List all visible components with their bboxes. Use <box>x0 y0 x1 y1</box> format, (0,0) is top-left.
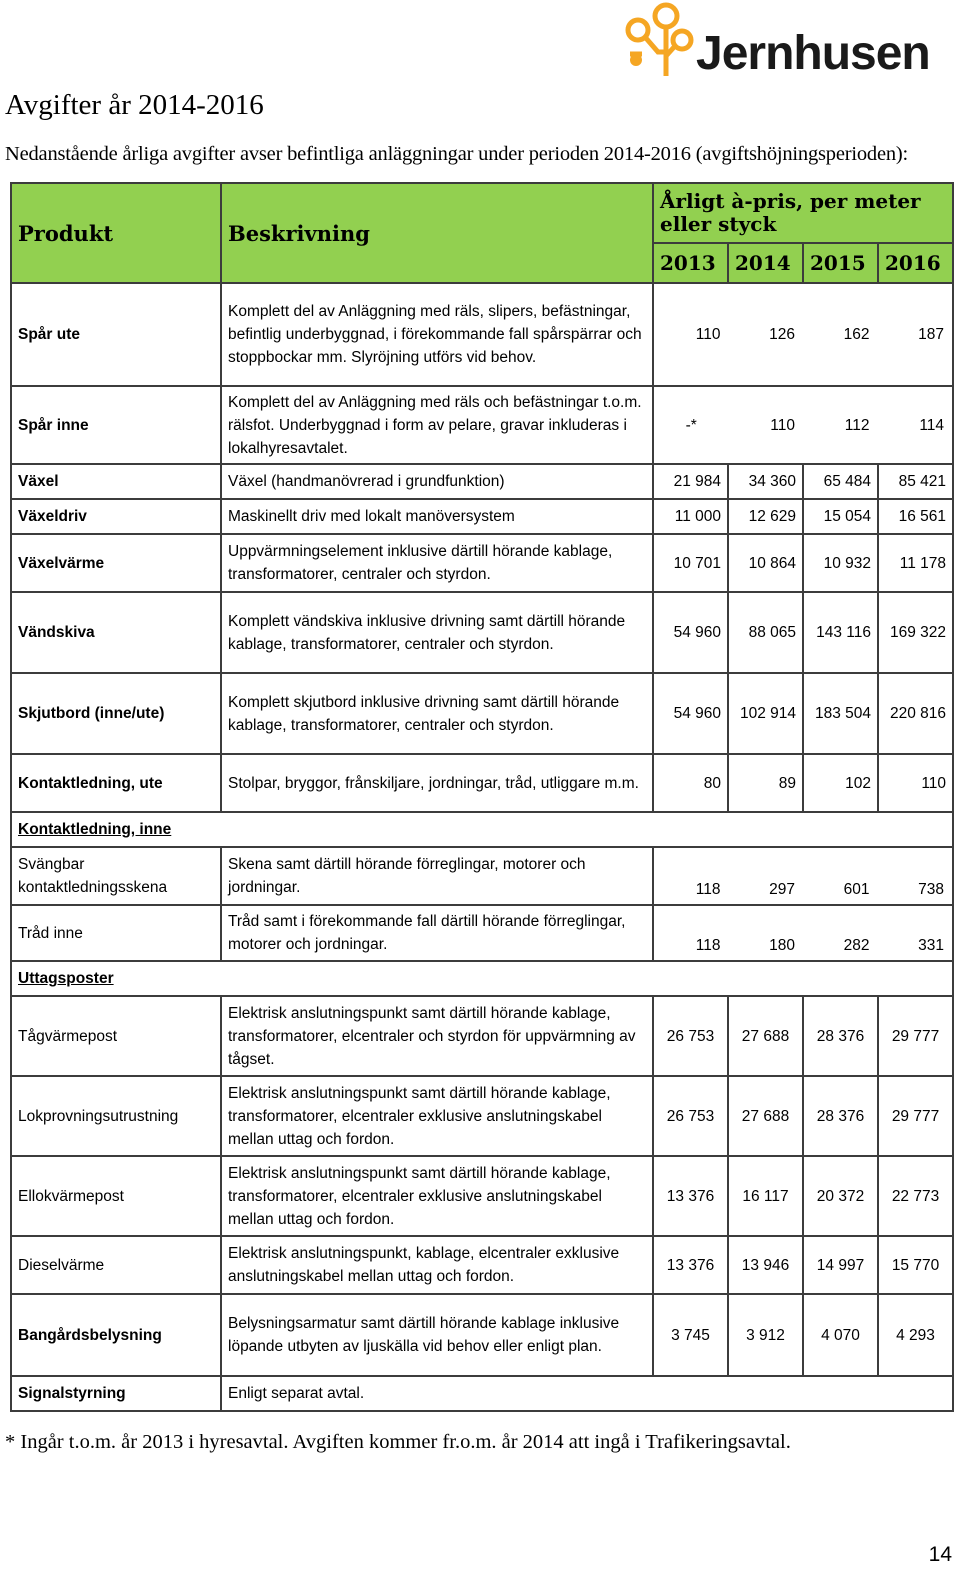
row-product: Spår inne <box>11 386 221 464</box>
row-value: 27 688 <box>728 1076 803 1156</box>
row-product: Lokprovningsutrustning <box>11 1076 221 1156</box>
row-value: 4 070 <box>803 1294 878 1376</box>
row-description: Komplett del av Anläggning med räls och befästningar t.o.m. rälsfot. Underbyggnad i form av pelare, gravar inkluderas i lokalhyresavtalet. <box>221 386 653 464</box>
section-row <box>11 961 953 996</box>
row-value: 4 293 <box>878 1294 953 1376</box>
row-product: Växelvärme <box>11 534 221 592</box>
row-value: 54 960 <box>653 592 728 673</box>
row-value: 162 <box>843 326 870 343</box>
row-value: 297 <box>769 880 795 898</box>
row-description: Komplett vändskiva inklusive drivning samt därtill hörande kablage, transformatorer, centraler och styrdon. <box>221 592 653 673</box>
row-product: Signalstyrning <box>11 1376 221 1411</box>
row-value: 89 <box>728 754 803 812</box>
row-value: 331 <box>918 936 945 954</box>
row-value: 88 065 <box>728 592 803 673</box>
row-description: Skena samt därtill hörande förreglingar, motorer och jordningar. <box>221 847 653 905</box>
row-product: Bangårdsbelysning <box>11 1294 221 1376</box>
row-value: -* <box>685 416 697 434</box>
logo-wordmark: Jernhusen <box>696 27 930 80</box>
row-description: Uppvärmningselement inklusive därtill hörande kablage, transformatorer, centraler och styrdon. <box>221 534 653 592</box>
row-value: 112 <box>844 416 870 434</box>
row-description: Belysningsarmatur samt därtill hörande kablage inklusive löpande utbyten av ljuskälla vid behov eller enligt plan. <box>221 1294 653 1376</box>
table-row <box>11 464 953 499</box>
table-row <box>11 1156 953 1236</box>
row-value: 29 777 <box>878 996 953 1076</box>
row-value: 110 <box>770 416 795 434</box>
row-value: 180 <box>769 936 795 954</box>
row-value: 28 376 <box>803 996 878 1076</box>
row-value: 187 <box>918 326 945 343</box>
row-value: 54 960 <box>653 673 728 754</box>
section-row <box>11 812 953 847</box>
row-value: 601 <box>843 880 870 898</box>
row-description: Komplett skjutbord inklusive drivning samt därtill hörande kablage, transformatorer, centraler och styrdon. <box>221 673 653 754</box>
table-row <box>11 386 953 464</box>
row-value: 20 372 <box>803 1156 878 1236</box>
row-value: 26 753 <box>653 1076 728 1156</box>
table-row <box>11 1076 953 1156</box>
row-value: 10 864 <box>728 534 803 592</box>
table-row <box>11 847 953 905</box>
row-value: 16 561 <box>878 499 953 534</box>
row-value: 26 753 <box>653 996 728 1076</box>
row-value: 65 484 <box>803 464 878 499</box>
row-value: 27 688 <box>728 996 803 1076</box>
logo-mark-icon <box>622 0 702 84</box>
header-annual-price: Årligt à-pris, per meter eller styck <box>653 183 953 243</box>
footnote: * Ingår t.o.m. år 2013 i hyresavtal. Avgiften kommer fr.o.m. år 2014 att ingå i Trafikeringsavtal. <box>5 1431 791 1453</box>
table-row <box>11 1294 953 1376</box>
row-product: Tråd inne <box>11 905 221 961</box>
row-product: Växeldriv <box>11 499 221 534</box>
row-value: 102 <box>803 754 878 812</box>
row-value: 21 984 <box>653 464 728 499</box>
row-description: Tråd samt i förekommande fall därtill hörande förreglingar, motorer och jordningar. <box>221 905 653 961</box>
row-description: Elektrisk anslutningspunkt samt därtill hörande kablage, transformatorer, elcentraler exklusive anslutningskabel mellan uttag och fordon. <box>221 1156 653 1236</box>
row-value: 15 770 <box>878 1236 953 1294</box>
header-year-2016: 2016 <box>878 243 953 283</box>
row-value: 28 376 <box>803 1076 878 1156</box>
row-product: Skjutbord (inne/ute) <box>11 673 221 754</box>
row-value: 10 701 <box>653 534 728 592</box>
row-value: 110 <box>878 754 953 812</box>
page-number: 14 <box>928 1543 952 1566</box>
table-row <box>11 499 953 534</box>
row-value: 118 <box>695 936 721 954</box>
table-row <box>11 754 953 812</box>
row-value: 14 997 <box>803 1236 878 1294</box>
header-year-2015: 2015 <box>803 243 878 283</box>
row-description: Enligt separat avtal. <box>221 1376 653 1411</box>
row-product: Svängbar kontaktledningsskena <box>11 847 221 905</box>
row-product: Växel <box>11 464 221 499</box>
row-value: 15 054 <box>803 499 878 534</box>
row-description: Maskinellt driv med lokalt manöversystem <box>221 499 653 534</box>
row-value: 29 777 <box>878 1076 953 1156</box>
fee-table <box>10 182 954 1412</box>
row-value: 282 <box>843 936 870 954</box>
row-value: 13 376 <box>653 1236 728 1294</box>
table-row <box>11 996 953 1076</box>
row-product: Ellokvärmepost <box>11 1156 221 1236</box>
row-value: 183 504 <box>803 673 878 754</box>
row-value: 126 <box>769 326 795 343</box>
table-row <box>11 1376 953 1411</box>
row-value: 143 116 <box>803 592 878 673</box>
row-value: 114 <box>919 416 945 434</box>
section-heading-uttagsposter: Uttagsposter <box>11 961 221 996</box>
row-description: Stolpar, bryggor, frånskiljare, jordningar, tråd, utliggare m.m. <box>221 754 653 812</box>
row-value: 169 322 <box>878 592 953 673</box>
row-product: Dieselvärme <box>11 1236 221 1294</box>
jernhusen-logo <box>622 0 958 84</box>
table-row <box>11 534 953 592</box>
row-value: 110 <box>695 326 721 343</box>
row-product: Tågvärmepost <box>11 996 221 1076</box>
row-value: 3 745 <box>653 1294 728 1376</box>
row-value: 11 178 <box>878 534 953 592</box>
row-value: 118 <box>695 880 721 898</box>
row-value: 10 932 <box>803 534 878 592</box>
table-row <box>11 673 953 754</box>
row-value: 102 914 <box>728 673 803 754</box>
row-product: Spår ute <box>11 283 221 386</box>
row-description: Elektrisk anslutningspunkt, kablage, elcentraler exklusive anslutningskabel mellan uttag och fordon. <box>221 1236 653 1294</box>
header-year-2014: 2014 <box>728 243 803 283</box>
row-value: 3 912 <box>728 1294 803 1376</box>
row-value: 13 376 <box>653 1156 728 1236</box>
row-value: 85 421 <box>878 464 953 499</box>
row-description: Komplett del av Anläggning med räls, slipers, befästningar, befintlig underbyggnad, i förekommande fall spårspärrar och stoppbockar mm. Slyröjning utförs vid behov. <box>221 283 653 386</box>
row-description: Växel (handmanövrerad i grundfunktion) <box>221 464 653 499</box>
header-description: Beskrivning <box>221 183 653 283</box>
header-year-2013: 2013 <box>653 243 728 283</box>
table-row <box>11 1236 953 1294</box>
row-product: Kontaktledning, ute <box>11 754 221 812</box>
row-product: Vändskiva <box>11 592 221 673</box>
table-row <box>11 283 953 386</box>
row-description: Elektrisk anslutningspunkt samt därtill hörande kablage, transformatorer, elcentraler exklusive anslutningskabel mellan uttag och fordon. <box>221 1076 653 1156</box>
row-value: 16 117 <box>728 1156 803 1236</box>
row-value: 12 629 <box>728 499 803 534</box>
row-description: Elektrisk anslutningspunkt samt därtill hörande kablage, transformatorer, elcentraler och styrdon för uppvärmning av tågset. <box>221 996 653 1076</box>
row-value: 738 <box>918 880 945 898</box>
header-product: Produkt <box>11 183 221 283</box>
row-value: 80 <box>653 754 728 812</box>
table-row <box>11 905 953 961</box>
section-heading-kontaktledning-inne: Kontaktledning, inne <box>11 812 221 847</box>
row-value: 220 816 <box>878 673 953 754</box>
row-value: 13 946 <box>728 1236 803 1294</box>
table-row <box>11 592 953 673</box>
page-title: Avgifter år 2014-2016 <box>5 89 264 121</box>
intro-text: Nedanstående årliga avgifter avser befintliga anläggningar under perioden 2014-2016 (avgiftshöjningsperioden): <box>5 143 909 165</box>
row-value: 34 360 <box>728 464 803 499</box>
row-value: 22 773 <box>878 1156 953 1236</box>
row-value: 11 000 <box>653 499 728 534</box>
